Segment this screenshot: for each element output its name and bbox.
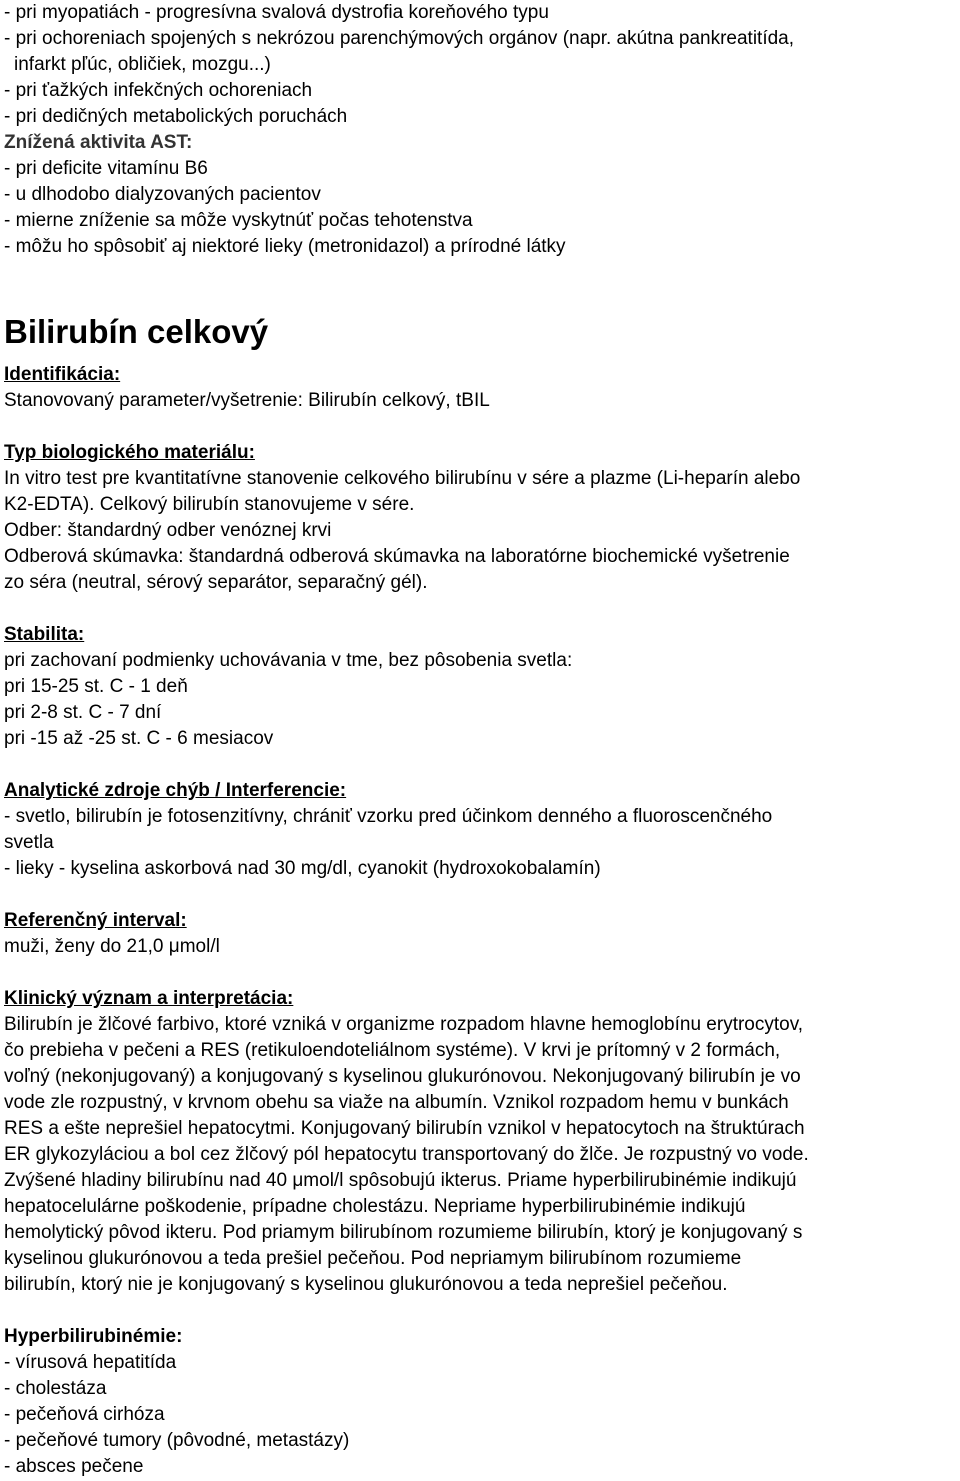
reference-text: muži, ženy do 21,0 μmol/l: [4, 936, 220, 957]
list-item: - absces pečene: [4, 1456, 144, 1477]
paragraph-line: voľný (nekonjugovaný) a konjugovaný s kyselinou glukurónovou. Nekonjugovaný bilirubín je vo: [4, 1066, 801, 1087]
hyper-section: [4, 1324, 956, 1480]
ast-low-heading: Znížená aktivita AST:: [4, 132, 193, 153]
list-item: - cholestáza: [4, 1378, 107, 1399]
paragraph-line: Zvýšené hladiny bilirubínu nad 40 μmol/l spôsobujú ikterus. Priame hyperbilirubinémie indikujú: [4, 1170, 797, 1191]
paragraph-line: kyselinou glukurónovou a teda prešiel pečeňou. Pod nepriamym bilirubínom rozumieme: [4, 1248, 742, 1269]
paragraph-line: pri 15-25 st. C - 1 deň: [4, 676, 188, 697]
ast-low-section: [4, 130, 956, 260]
paragraph-line: čo prebieha v pečeni a RES (retikuloendoteliálnom systéme). V krvi je prítomný v 2 formách,: [4, 1040, 781, 1061]
page-title: Bilirubín celkový: [4, 313, 269, 350]
paragraph-line: vode zle rozpustný, v krvnom obehu sa viaže na albumín. Vznikol rozpadom hemu v bunkách: [4, 1092, 789, 1113]
paragraph-line: K2-EDTA). Celkový bilirubín stanovujeme v sére.: [4, 494, 415, 515]
paragraph-line: - lieky - kyselina askorbová nad 30 mg/dl, cyanokit (hydroxokobalamín): [4, 858, 601, 879]
paragraph-line: Odberová skúmavka: štandardná odberová skúmavka na laboratórne biochemické vyšetrenie: [4, 546, 790, 567]
list-item: - vírusová hepatitída: [4, 1352, 177, 1373]
paragraph-line: pri -15 až -25 st. C - 6 mesiacov: [4, 728, 274, 749]
reference-heading: Referenčný interval:: [4, 910, 187, 931]
list-item: - mierne zníženie sa môže vyskytnúť počas tehotenstva: [4, 210, 473, 231]
clinical-section: [4, 986, 956, 1298]
list-item: - pri deficite vitamínu B6: [4, 158, 208, 179]
paragraph-line: RES a ešte neprešiel hepatocytmi. Konjugovaný bilirubín vznikol v hepatocytoch na štruktúrach: [4, 1118, 805, 1139]
paragraph-line: bilirubín, ktorý nie je konjugovaný s kyselinou glukurónovou a teda neprešiel pečeňou.: [4, 1274, 728, 1295]
stability-heading: Stabilita:: [4, 624, 85, 645]
paragraph-line: zo séra (neutral, sérový separátor, separačný gél).: [4, 572, 428, 593]
paragraph-line: Bilirubín je žlčové farbivo, ktoré vzniká v organizme rozpadom hlavne hemoglobínu erytrocytov,: [4, 1014, 804, 1035]
material-section: [4, 440, 956, 596]
list-item-continuation: infarkt pľúc, obličiek, mozgu...): [14, 54, 271, 75]
list-item: - u dlhodobo dialyzovaných pacientov: [4, 184, 321, 205]
paragraph-line: ER glykozyláciou a bol cez žlčový pól hepatocytu transportovaný do žlče. Je rozpustný vo vode.: [4, 1144, 809, 1165]
reference-section: [4, 908, 956, 960]
identification-section: [4, 362, 956, 414]
list-item: - pri myopatiách - progresívna svalová dystrofia koreňového typu: [4, 2, 549, 23]
list-item: - môžu ho spôsobiť aj niektoré lieky (metronidazol) a prírodné látky: [4, 236, 566, 257]
identification-heading: Identifikácia:: [4, 364, 121, 385]
top-list: [4, 0, 956, 130]
paragraph-line: pri zachovaní podmienky uchovávania v tme, bez pôsobenia svetla:: [4, 650, 573, 671]
paragraph-line: hemolytický pôvod ikteru. Pod priamym bilirubínom rozumieme bilirubín, ktorý je konjugovaný s: [4, 1222, 803, 1243]
paragraph-line: - svetlo, bilirubín je fotosenzitívny, chrániť vzorku pred účinkom denného a fluoroscenčného: [4, 806, 773, 827]
interference-section: [4, 778, 956, 882]
paragraph-line: svetla: [4, 832, 54, 853]
list-item: - pečeňové tumory (pôvodné, metastázy): [4, 1430, 350, 1451]
paragraph-line: In vitro test pre kvantitatívne stanovenie celkového bilirubínu v sére a plazme (Li-heparín alebo: [4, 468, 801, 489]
list-item: - pri ochoreniach spojených s nekrózou parenchýmových orgánov (napr. akútna pankreatitída,: [4, 28, 795, 49]
interference-heading: Analytické zdroje chýb / Interferencie:: [4, 780, 347, 801]
list-item: - pri ťažkých infekčných ochoreniach: [4, 80, 313, 101]
list-item: - pri dedičných metabolických poruchách: [4, 106, 348, 127]
clinical-heading: Klinický význam a interpretácia:: [4, 988, 294, 1009]
hyper-heading: Hyperbilirubinémie:: [4, 1326, 183, 1347]
identification-text: Stanovovaný parameter/vyšetrenie: Bilirubín celkový, tBIL: [4, 390, 490, 411]
paragraph-line: hepatocelulárne poškodenie, prípadne cholestázu. Nepriame hyperbilirubinémie indikujú: [4, 1196, 746, 1217]
stability-section: [4, 622, 956, 752]
material-heading: Typ biologického materiálu:: [4, 442, 255, 463]
list-item: - pečeňová cirhóza: [4, 1404, 165, 1425]
paragraph-line: Odber: štandardný odber venóznej krvi: [4, 520, 332, 541]
paragraph-line: pri 2-8 st. C - 7 dní: [4, 702, 162, 723]
